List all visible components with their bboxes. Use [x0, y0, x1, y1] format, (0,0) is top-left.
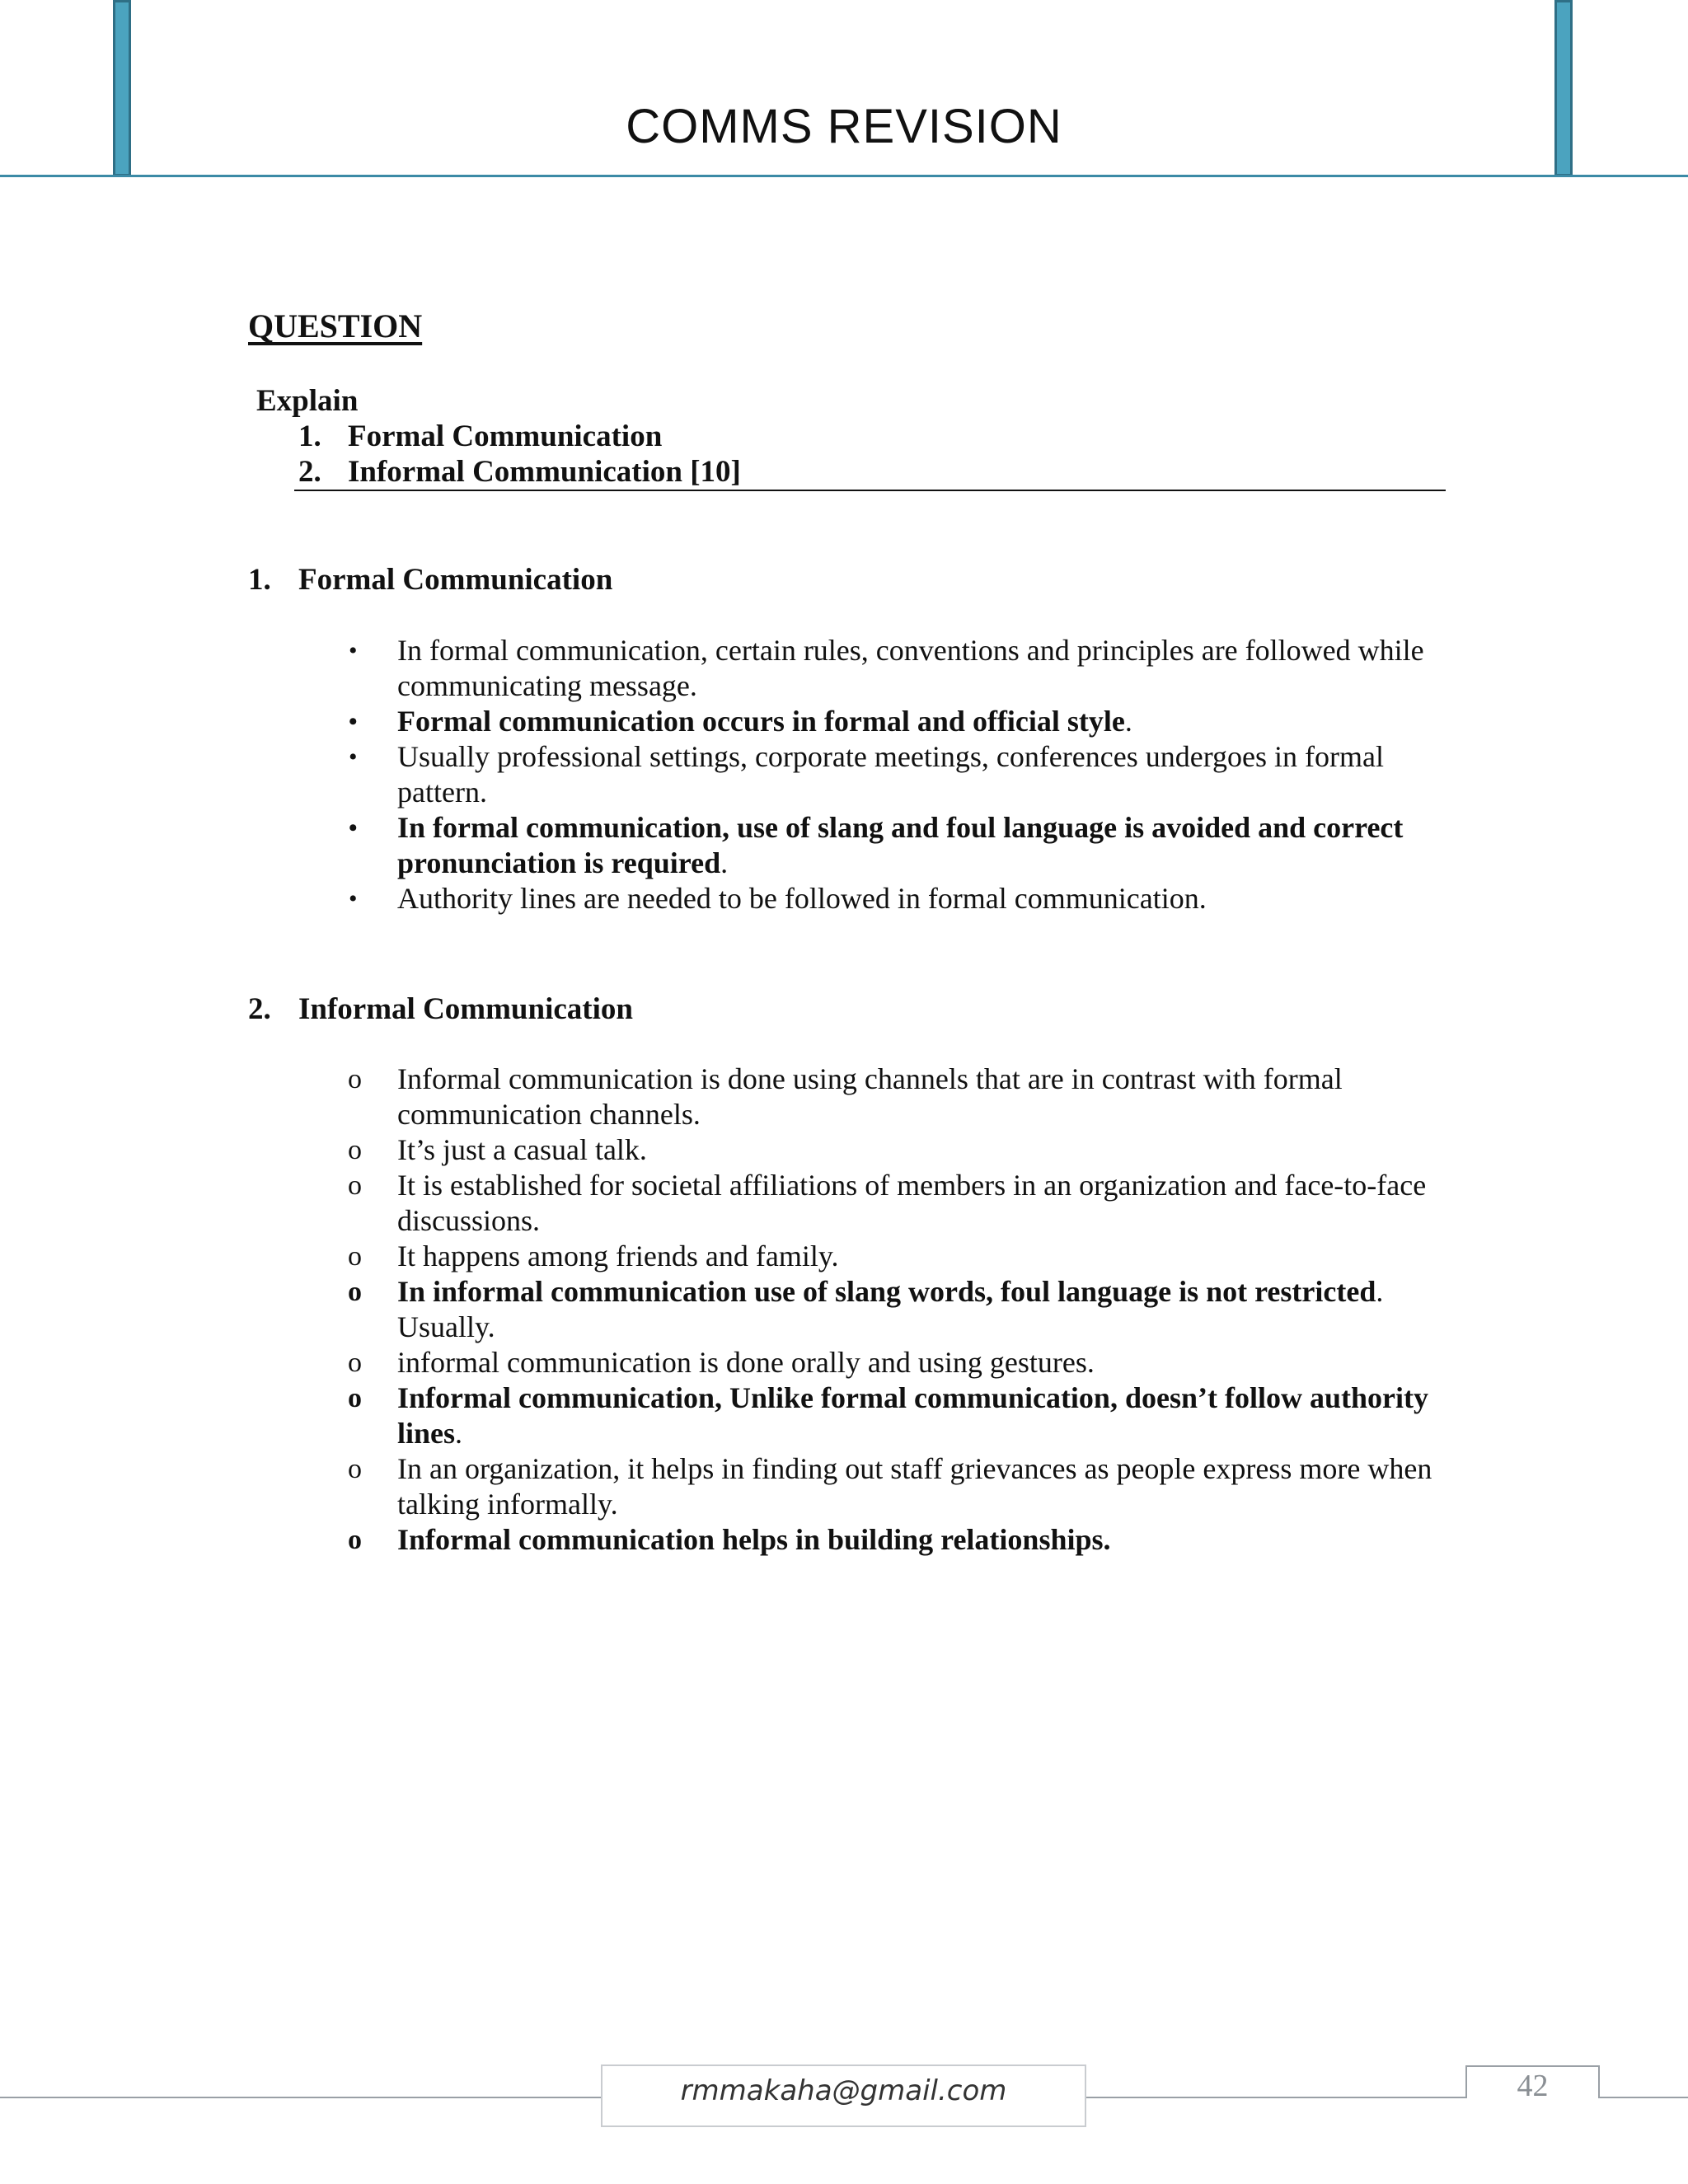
- informal-communication-list: [346, 1062, 1467, 1558]
- list-item: • Formal communication occurs in formal and official style.: [349, 705, 1132, 738]
- page-number: 42: [1517, 2069, 1549, 2103]
- circle-bullet-icon: o: [348, 1277, 362, 1307]
- footer-rule: [1086, 2097, 1467, 2098]
- question-item-number: 2.: [298, 455, 321, 489]
- page-title: COMMS REVISION: [626, 100, 1062, 153]
- question-item-number: 1.: [298, 419, 321, 453]
- section-number: 1.: [248, 563, 271, 597]
- list-item: • In formal communication, certain rules, conventions and principles are followed while communicating message.: [349, 634, 1424, 702]
- list-item: o Informal communication, Unlike formal communication, doesn’t follow authority lines.: [348, 1381, 1428, 1450]
- section-number: 2.: [248, 992, 271, 1026]
- circle-bullet-icon: o: [348, 1454, 362, 1484]
- circle-bullet-icon: o: [348, 1135, 362, 1165]
- footer-rule: [1600, 2097, 1688, 2098]
- question-item-text: Formal Communication: [348, 419, 663, 453]
- circle-bullet-icon: o: [348, 1525, 362, 1555]
- footer-rule: [0, 2097, 603, 2098]
- list-item: o In informal communication use of slang words, foul language is not restricted. Usually.: [348, 1275, 1384, 1343]
- circle-bullet-icon: o: [348, 1064, 362, 1094]
- section-title: Informal Communication: [298, 992, 633, 1026]
- list-item: o In an organization, it helps in finding out staff grievances as people express more when talking informally.: [348, 1452, 1432, 1521]
- question-item-text: Informal Communication [10]: [348, 455, 741, 489]
- bullet-icon: •: [349, 814, 358, 841]
- bullet-icon: •: [349, 885, 358, 912]
- footer-email: rmmakaha@gmail.com: [680, 2074, 1007, 2107]
- list-item: • Usually professional settings, corporate meetings, conferences undergoes in formal pattern.: [349, 740, 1384, 808]
- bullet-icon: •: [349, 708, 358, 735]
- list-item: o informal communication is done orally and using gestures.: [348, 1346, 1095, 1379]
- section-title: Formal Communication: [298, 563, 613, 597]
- circle-bullet-icon: o: [348, 1383, 362, 1413]
- circle-bullet-icon: o: [348, 1241, 362, 1272]
- explain-label: Explain: [256, 384, 359, 418]
- question-heading: QUESTION: [248, 307, 423, 344]
- list-item: o It happens among friends and family.: [348, 1240, 839, 1272]
- bullet-icon: •: [349, 743, 358, 771]
- formal-communication-list: [346, 633, 1467, 916]
- list-item: o Informal communication helps in building relationships.: [348, 1523, 1111, 1556]
- bullet-icon: •: [349, 637, 358, 664]
- list-item: • Authority lines are needed to be followed in formal communication.: [349, 882, 1207, 915]
- circle-bullet-icon: o: [348, 1170, 362, 1201]
- header-rule: [0, 175, 1688, 177]
- list-item: o Informal communication is done using channels that are in contrast with formal communication channels.: [348, 1062, 1343, 1131]
- question-underline: [294, 490, 1446, 491]
- list-item: o It is established for societal affiliations of members in an organization and face-to-face discussions.: [348, 1169, 1427, 1237]
- list-item: • In formal communication, use of slang and foul language is avoided and correct pronunciation is required.: [349, 811, 1404, 879]
- circle-bullet-icon: o: [348, 1347, 362, 1378]
- list-item: o It’s just a casual talk.: [348, 1133, 647, 1166]
